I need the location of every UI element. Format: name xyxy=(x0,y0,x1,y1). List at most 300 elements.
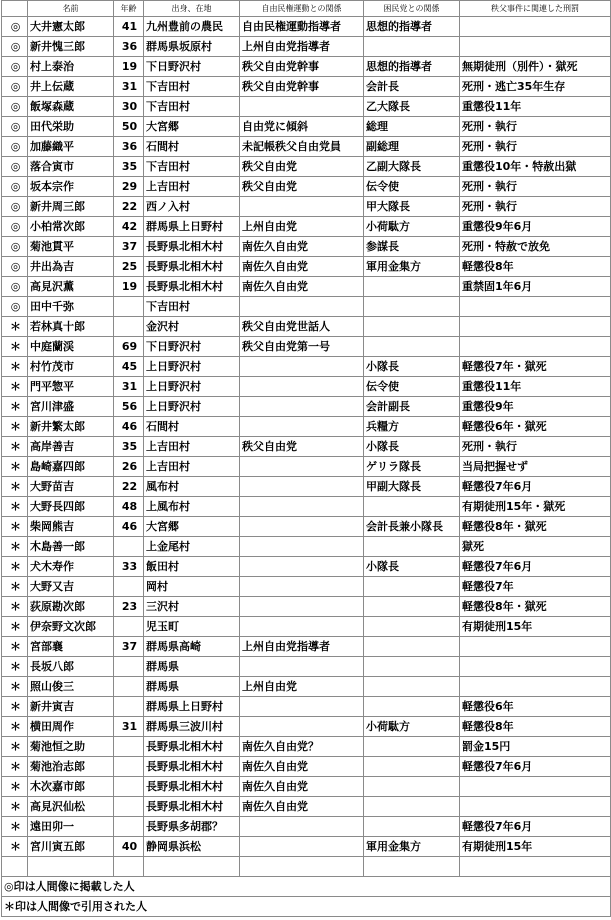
mark-cell: ◎ xyxy=(2,217,28,237)
name-cell: 高岸善吉 xyxy=(28,437,114,457)
konmin-cell xyxy=(364,757,460,777)
name-cell: 宮川津盛 xyxy=(28,397,114,417)
name-cell: 木島善一郎 xyxy=(28,537,114,557)
origin-cell: 大宮郷 xyxy=(144,117,240,137)
table-row xyxy=(2,217,611,237)
age-cell: 36 xyxy=(114,37,144,57)
table-row xyxy=(2,817,611,837)
penalty-cell: 重懲役10年・特赦出獄 xyxy=(460,157,611,177)
mark-cell: ◎ xyxy=(2,237,28,257)
konmin-cell: 兵糧方 xyxy=(364,417,460,437)
penalty-cell: 軽懲役6年 xyxy=(460,697,611,717)
table-row xyxy=(2,617,611,637)
name-cell: 落合寅市 xyxy=(28,157,114,177)
mark-cell: ◎ xyxy=(2,137,28,157)
konmin-cell xyxy=(364,617,460,637)
age-cell: 19 xyxy=(114,277,144,297)
jiyu-cell xyxy=(240,597,364,617)
konmin-cell: ゲリラ隊長 xyxy=(364,457,460,477)
konmin-cell xyxy=(364,317,460,337)
table-row xyxy=(2,517,611,537)
name-cell: 菊池治志郎 xyxy=(28,757,114,777)
jiyu-cell xyxy=(240,537,364,557)
jiyu-cell xyxy=(240,817,364,837)
table-row xyxy=(2,557,611,577)
name-cell: 横田周作 xyxy=(28,717,114,737)
origin-cell: 上吉田村 xyxy=(144,437,240,457)
penalty-cell: 死刑・特赦で放免 xyxy=(460,237,611,257)
table-row xyxy=(2,357,611,377)
penalty-cell: 軽懲役8年 xyxy=(460,717,611,737)
name-cell: 菊池貫平 xyxy=(28,237,114,257)
table-row xyxy=(2,697,611,717)
konmin-cell xyxy=(364,337,460,357)
konmin-cell: 総理 xyxy=(364,117,460,137)
origin-cell: 長野県北相木村 xyxy=(144,797,240,817)
name-cell: 村竹茂市 xyxy=(28,357,114,377)
origin-cell: 群馬県 xyxy=(144,677,240,697)
name-cell: 大野長四郎 xyxy=(28,497,114,517)
table-row xyxy=(2,757,611,777)
jiyu-cell: 秩父自由党幹事 xyxy=(240,57,364,77)
name-cell: 中庭蘭渓 xyxy=(28,337,114,357)
age-cell: 42 xyxy=(114,217,144,237)
penalty-cell xyxy=(460,637,611,657)
age-cell: 33 xyxy=(114,557,144,577)
origin-cell: 下吉田村 xyxy=(144,97,240,117)
age-cell xyxy=(114,677,144,697)
mark-cell: ＊ xyxy=(2,557,28,577)
mark-cell: ◎ xyxy=(2,257,28,277)
origin-cell: 長野県北相木村 xyxy=(144,257,240,277)
name-cell: 長坂八郎 xyxy=(28,657,114,677)
jiyu-cell: 秩父自由党 xyxy=(240,437,364,457)
age-cell: 56 xyxy=(114,397,144,417)
table-row xyxy=(2,157,611,177)
table-row xyxy=(2,457,611,477)
participants-table xyxy=(1,0,611,917)
name-cell: 新井寅吉 xyxy=(28,697,114,717)
mark-cell: ＊ xyxy=(2,437,28,457)
mark-cell: ＊ xyxy=(2,717,28,737)
penalty-cell: 死刑・執行 xyxy=(460,437,611,457)
table-body xyxy=(2,17,611,857)
name-cell: 田中千弥 xyxy=(28,297,114,317)
age-cell: 31 xyxy=(114,77,144,97)
mark-cell: ＊ xyxy=(2,677,28,697)
jiyu-cell xyxy=(240,717,364,737)
origin-cell: 石間村 xyxy=(144,137,240,157)
jiyu-cell xyxy=(240,297,364,317)
age-cell: 41 xyxy=(114,17,144,37)
konmin-cell xyxy=(364,777,460,797)
name-cell: 伊奈野文次郎 xyxy=(28,617,114,637)
note-row xyxy=(2,897,611,917)
penalty-cell: 軽懲役8年・獄死 xyxy=(460,597,611,617)
origin-cell: 上日野沢村 xyxy=(144,357,240,377)
header-origin: 出身、在地 xyxy=(144,1,240,17)
header-row xyxy=(2,1,611,17)
origin-cell: 群馬県 xyxy=(144,657,240,677)
penalty-cell: 死刑・執行 xyxy=(460,137,611,157)
konmin-cell: 伝令使 xyxy=(364,177,460,197)
penalty-cell: 軽懲役8年・獄死 xyxy=(460,517,611,537)
origin-cell: 九州豊前の農民 xyxy=(144,17,240,37)
name-cell: 大井憲太郎 xyxy=(28,17,114,37)
name-cell: 井上伝蔵 xyxy=(28,77,114,97)
age-cell: 40 xyxy=(114,837,144,857)
jiyu-cell xyxy=(240,657,364,677)
penalty-cell: 軽懲役7年6月 xyxy=(460,557,611,577)
table-row xyxy=(2,797,611,817)
konmin-cell xyxy=(364,637,460,657)
age-cell: 29 xyxy=(114,177,144,197)
origin-cell: 金沢村 xyxy=(144,317,240,337)
mark-cell: ＊ xyxy=(2,837,28,857)
origin-cell: 長野県北相木村 xyxy=(144,777,240,797)
age-cell xyxy=(114,297,144,317)
table-row xyxy=(2,57,611,77)
jiyu-cell: 南佐久自由党 xyxy=(240,237,364,257)
konmin-cell: 会計長 xyxy=(364,77,460,97)
origin-cell: 下吉田村 xyxy=(144,297,240,317)
penalty-cell xyxy=(460,337,611,357)
origin-cell: 三沢村 xyxy=(144,597,240,617)
age-cell: 69 xyxy=(114,337,144,357)
konmin-cell: 軍用金集方 xyxy=(364,837,460,857)
origin-cell: 群馬県坂原村 xyxy=(144,37,240,57)
penalty-cell: 軽懲役8年 xyxy=(460,257,611,277)
mark-cell: ＊ xyxy=(2,637,28,657)
mark-cell: ＊ xyxy=(2,797,28,817)
origin-cell: 下吉田村 xyxy=(144,157,240,177)
jiyu-cell xyxy=(240,357,364,377)
mark-cell: ＊ xyxy=(2,337,28,357)
age-cell xyxy=(114,617,144,637)
origin-cell: 群馬県上日野村 xyxy=(144,697,240,717)
konmin-cell: 思想的指導者 xyxy=(364,17,460,37)
blank-row xyxy=(2,857,611,877)
age-cell: 35 xyxy=(114,437,144,457)
penalty-cell: 重懲役11年 xyxy=(460,97,611,117)
origin-cell: 上金尾村 xyxy=(144,537,240,557)
name-cell: 大野又吉 xyxy=(28,577,114,597)
konmin-cell xyxy=(364,697,460,717)
konmin-cell xyxy=(364,537,460,557)
origin-cell: 下日野沢村 xyxy=(144,57,240,77)
mark-cell: ＊ xyxy=(2,357,28,377)
mark-cell: ＊ xyxy=(2,617,28,637)
origin-cell: 長野県北相木村 xyxy=(144,737,240,757)
konmin-cell: 軍用金集方 xyxy=(364,257,460,277)
table-row xyxy=(2,437,611,457)
age-cell: 26 xyxy=(114,457,144,477)
jiyu-cell: 南佐久自由党 xyxy=(240,757,364,777)
konmin-cell: 小隊長 xyxy=(364,557,460,577)
mark-cell: ◎ xyxy=(2,177,28,197)
notes-section xyxy=(2,857,611,917)
name-cell: 島崎嘉四郎 xyxy=(28,457,114,477)
table-row xyxy=(2,477,611,497)
table-row xyxy=(2,637,611,657)
penalty-cell xyxy=(460,777,611,797)
name-cell: 門平惣平 xyxy=(28,377,114,397)
konmin-cell xyxy=(364,797,460,817)
mark-cell: ◎ xyxy=(2,277,28,297)
mark-cell: ＊ xyxy=(2,597,28,617)
origin-cell: 西ノ入村 xyxy=(144,197,240,217)
table-row xyxy=(2,277,611,297)
mark-cell: ＊ xyxy=(2,777,28,797)
table-row xyxy=(2,97,611,117)
origin-cell: 下吉田村 xyxy=(144,77,240,97)
penalty-cell: 軽懲役7年・獄死 xyxy=(460,357,611,377)
jiyu-cell xyxy=(240,517,364,537)
table-row xyxy=(2,77,611,97)
header-jiyu: 自由民権運動との関係 xyxy=(240,1,364,17)
name-cell: 新井愧三郎 xyxy=(28,37,114,57)
table-row xyxy=(2,577,611,597)
age-cell: 31 xyxy=(114,377,144,397)
konmin-cell: 乙副大隊長 xyxy=(364,157,460,177)
table-row xyxy=(2,737,611,757)
table-row xyxy=(2,317,611,337)
name-cell: 犬木寿作 xyxy=(28,557,114,577)
origin-cell: 群馬県高崎 xyxy=(144,637,240,657)
jiyu-cell xyxy=(240,417,364,437)
origin-cell: 上吉田村 xyxy=(144,457,240,477)
jiyu-cell xyxy=(240,497,364,517)
jiyu-cell: 南佐久自由党 xyxy=(240,257,364,277)
age-cell xyxy=(114,317,144,337)
age-cell: 48 xyxy=(114,497,144,517)
header-age: 年齢 xyxy=(114,1,144,17)
name-cell: 村上泰治 xyxy=(28,57,114,77)
mark-cell: ＊ xyxy=(2,377,28,397)
name-cell: 大野苗吉 xyxy=(28,477,114,497)
table-row xyxy=(2,137,611,157)
table-row xyxy=(2,397,611,417)
penalty-cell: 軽懲役7年6月 xyxy=(460,757,611,777)
konmin-cell xyxy=(364,277,460,297)
jiyu-cell xyxy=(240,557,364,577)
age-cell xyxy=(114,537,144,557)
penalty-cell: 死刑・逃亡35年生存 xyxy=(460,77,611,97)
age-cell: 31 xyxy=(114,717,144,737)
penalty-cell: 重禁固1年6月 xyxy=(460,277,611,297)
mark-cell: ◎ xyxy=(2,17,28,37)
table-row xyxy=(2,377,611,397)
penalty-cell: 有期徒刑15年 xyxy=(460,617,611,637)
jiyu-cell: 秩父自由党世話人 xyxy=(240,317,364,337)
age-cell: 45 xyxy=(114,357,144,377)
name-cell: 菊池恒之助 xyxy=(28,737,114,757)
mark-cell: ＊ xyxy=(2,577,28,597)
origin-cell: 岡村 xyxy=(144,577,240,597)
origin-cell: 長野県多胡郡？ xyxy=(144,817,240,837)
mark-cell: ＊ xyxy=(2,817,28,837)
age-cell: 46 xyxy=(114,417,144,437)
table-row xyxy=(2,837,611,857)
mark-cell: ＊ xyxy=(2,657,28,677)
penalty-cell: 獄死 xyxy=(460,537,611,557)
penalty-cell xyxy=(460,797,611,817)
mark-cell: ＊ xyxy=(2,317,28,337)
table-row xyxy=(2,117,611,137)
age-cell xyxy=(114,817,144,837)
penalty-cell: 重懲役9年 xyxy=(460,397,611,417)
note-asterisk: ＊印は人間像で引用された人 xyxy=(2,897,611,917)
penalty-cell: 重懲役9年6月 xyxy=(460,217,611,237)
konmin-cell xyxy=(364,677,460,697)
name-cell: 宮部襄 xyxy=(28,637,114,657)
origin-cell: 静岡県浜松 xyxy=(144,837,240,857)
name-cell: 宮川寅五郎 xyxy=(28,837,114,857)
note-double-circle: ◎印は人間像に掲載した人 xyxy=(2,877,611,897)
jiyu-cell: 上州自由党 xyxy=(240,677,364,697)
konmin-cell: 甲大隊長 xyxy=(364,197,460,217)
name-cell: 田代栄助 xyxy=(28,117,114,137)
name-cell: 井出為吉 xyxy=(28,257,114,277)
header-penalty: 秩父事件に関連した刑罰 xyxy=(460,1,611,17)
name-cell: 小柏常次郎 xyxy=(28,217,114,237)
jiyu-cell xyxy=(240,377,364,397)
jiyu-cell xyxy=(240,617,364,637)
mark-cell: ＊ xyxy=(2,697,28,717)
penalty-cell xyxy=(460,657,611,677)
jiyu-cell: 秩父自由党 xyxy=(240,157,364,177)
jiyu-cell: 上州自由党指導者 xyxy=(240,637,364,657)
table-row xyxy=(2,177,611,197)
name-cell: 新井繁太郎 xyxy=(28,417,114,437)
konmin-cell xyxy=(364,497,460,517)
mark-cell: ◎ xyxy=(2,77,28,97)
konmin-cell: 副総理 xyxy=(364,137,460,157)
name-cell: 照山俊三 xyxy=(28,677,114,697)
penalty-cell xyxy=(460,37,611,57)
origin-cell: 風布村 xyxy=(144,477,240,497)
jiyu-cell xyxy=(240,477,364,497)
mark-cell: ＊ xyxy=(2,397,28,417)
age-cell: 36 xyxy=(114,137,144,157)
konmin-cell xyxy=(364,657,460,677)
jiyu-cell: 自由党に傾斜 xyxy=(240,117,364,137)
mark-cell: ＊ xyxy=(2,537,28,557)
table-row xyxy=(2,677,611,697)
konmin-cell: 乙大隊長 xyxy=(364,97,460,117)
penalty-cell: 軽懲役7年 xyxy=(460,577,611,597)
age-cell: 30 xyxy=(114,97,144,117)
jiyu-cell: 南佐久自由党 xyxy=(240,277,364,297)
mark-cell: ＊ xyxy=(2,497,28,517)
origin-cell: 大宮郷 xyxy=(144,517,240,537)
table-row xyxy=(2,777,611,797)
mark-cell: ◎ xyxy=(2,57,28,77)
konmin-cell: 小荷駄方 xyxy=(364,217,460,237)
table-row xyxy=(2,657,611,677)
header-konmin: 困民党との関係 xyxy=(364,1,460,17)
table-row xyxy=(2,537,611,557)
jiyu-cell: 秩父自由党幹事 xyxy=(240,77,364,97)
table-row xyxy=(2,17,611,37)
name-cell: 荻原勘次郎 xyxy=(28,597,114,617)
jiyu-cell: 自由民権運動指導者 xyxy=(240,17,364,37)
jiyu-cell: 秩父自由党第一号 xyxy=(240,337,364,357)
penalty-cell: 当局把握せず xyxy=(460,457,611,477)
header-name: 名前 xyxy=(28,1,114,17)
table-row xyxy=(2,37,611,57)
penalty-cell: 死刑・執行 xyxy=(460,197,611,217)
origin-cell: 上日野沢村 xyxy=(144,397,240,417)
age-cell: 37 xyxy=(114,237,144,257)
name-cell: 坂本宗作 xyxy=(28,177,114,197)
origin-cell: 長野県北相木村 xyxy=(144,277,240,297)
name-cell: 木次嘉市郎 xyxy=(28,777,114,797)
konmin-cell: 小隊長 xyxy=(364,357,460,377)
mark-cell: ◎ xyxy=(2,117,28,137)
age-cell: 37 xyxy=(114,637,144,657)
origin-cell: 群馬県上日野村 xyxy=(144,217,240,237)
konmin-cell: 小荷駄方 xyxy=(364,717,460,737)
penalty-cell: 死刑・執行 xyxy=(460,177,611,197)
note-row xyxy=(2,877,611,897)
konmin-cell xyxy=(364,37,460,57)
age-cell xyxy=(114,737,144,757)
konmin-cell xyxy=(364,597,460,617)
jiyu-cell xyxy=(240,197,364,217)
penalty-cell: 有期徒刑15年 xyxy=(460,837,611,857)
penalty-cell: 軽懲役7年6月 xyxy=(460,817,611,837)
table-row xyxy=(2,297,611,317)
origin-cell: 長野県北相木村 xyxy=(144,757,240,777)
konmin-cell: 甲副大隊長 xyxy=(364,477,460,497)
konmin-cell: 会計長兼小隊長 xyxy=(364,517,460,537)
age-cell xyxy=(114,697,144,717)
age-cell xyxy=(114,777,144,797)
jiyu-cell xyxy=(240,577,364,597)
mark-cell: ＊ xyxy=(2,477,28,497)
penalty-cell xyxy=(460,297,611,317)
age-cell xyxy=(114,757,144,777)
age-cell: 25 xyxy=(114,257,144,277)
mark-cell: ＊ xyxy=(2,517,28,537)
age-cell: 22 xyxy=(114,197,144,217)
jiyu-cell: 上州自由党指導者 xyxy=(240,37,364,57)
table-row xyxy=(2,197,611,217)
jiyu-cell: 秩父自由党 xyxy=(240,177,364,197)
name-cell: 加藤織平 xyxy=(28,137,114,157)
origin-cell: 石間村 xyxy=(144,417,240,437)
mark-cell: ＊ xyxy=(2,737,28,757)
table-row xyxy=(2,417,611,437)
table-row xyxy=(2,337,611,357)
age-cell: 46 xyxy=(114,517,144,537)
jiyu-cell: 南佐久自由党？ xyxy=(240,737,364,757)
origin-cell: 児玉町 xyxy=(144,617,240,637)
table-row xyxy=(2,497,611,517)
jiyu-cell xyxy=(240,697,364,717)
konmin-cell: 会計副長 xyxy=(364,397,460,417)
konmin-cell xyxy=(364,297,460,317)
jiyu-cell xyxy=(240,397,364,417)
name-cell: 遠田卯一 xyxy=(28,817,114,837)
penalty-cell xyxy=(460,317,611,337)
penalty-cell: 無期徒刑（別件）・獄死 xyxy=(460,57,611,77)
penalty-cell: 罰金15円 xyxy=(460,737,611,757)
age-cell: 23 xyxy=(114,597,144,617)
mark-cell: ◎ xyxy=(2,157,28,177)
jiyu-cell xyxy=(240,457,364,477)
